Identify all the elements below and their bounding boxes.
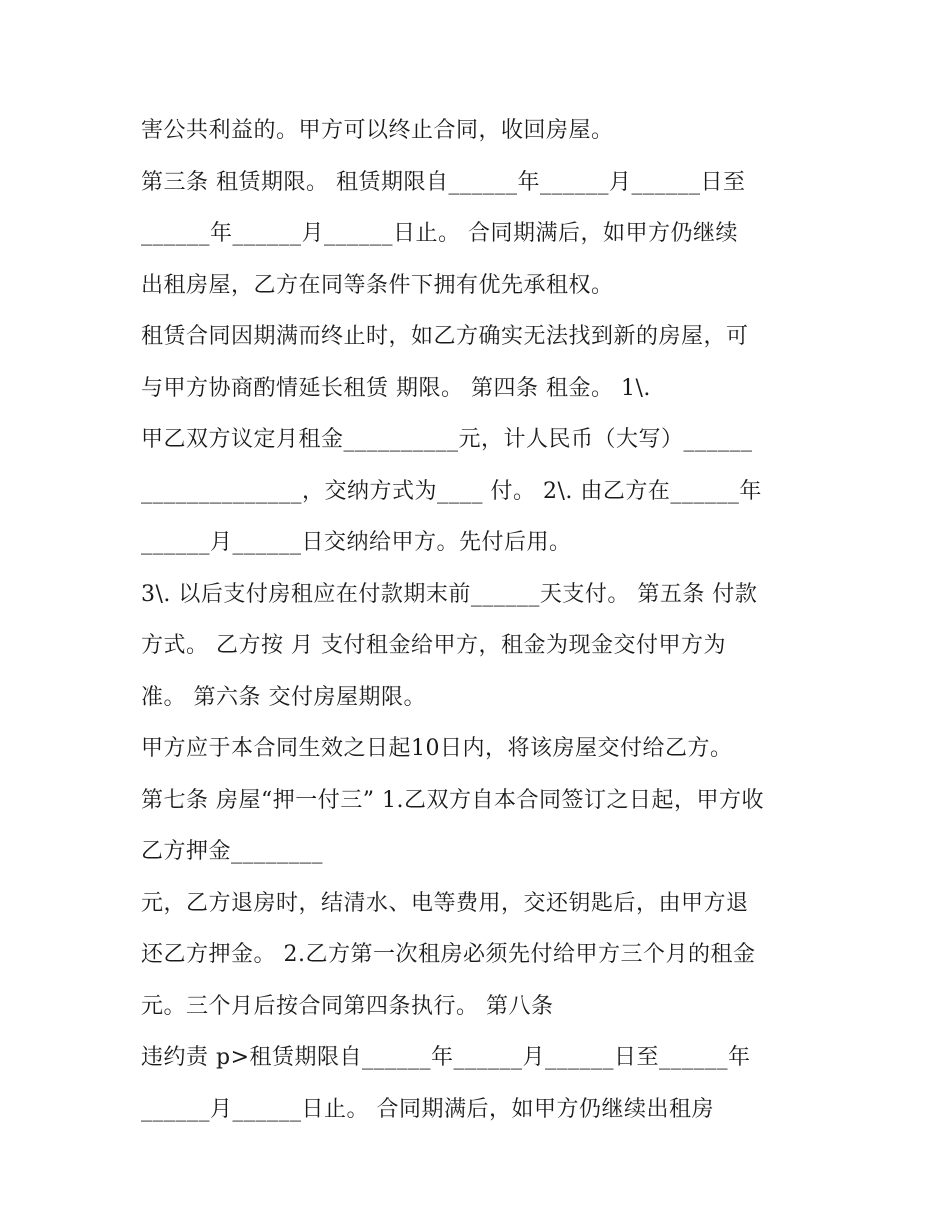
contract-text xyxy=(141,105,821,1135)
text-line: 违约责 p>租赁期限自______年______月______日至______年 xyxy=(141,1045,751,1070)
text-line: 甲乙双方议定月租金__________元，计人民币（大写）______ xyxy=(141,427,753,452)
text-line: 准。 第六条 交付房屋期限。 xyxy=(141,684,426,710)
text-line: 害公共利益的。甲方可以终止合同，收回房屋。 xyxy=(141,118,614,143)
text-line: 3\. 以后支付房租应在付款期末前______天支付。 第五条 付款 xyxy=(141,581,758,607)
text-line: 乙方押金________ xyxy=(141,839,324,864)
text-line: 租赁合同因期满而终止时，如乙方确实无法找到新的房屋，可 xyxy=(141,324,749,349)
text-line: 元。三个月后按合同第四条执行。 第八条 xyxy=(141,993,554,1019)
text-line: 出租房屋，乙方在同等条件下拥有优先承租权。 xyxy=(141,272,614,298)
text-line: ______年______月______日止。 合同期满后，如甲方仍继续 xyxy=(141,221,738,246)
text-line: 还乙方押金。 2.乙方第一次租房必须先付给甲方三个月的租金 xyxy=(141,942,756,967)
text-line: 第七条 房屋“押一付三” 1.乙双方自本合同签订之日起，甲方收 xyxy=(141,787,764,813)
text-line: 方式。 乙方按 月 支付租金给甲方，租金为现金交付甲方为 xyxy=(141,633,726,658)
text-line: 第三条 租赁期限。 租赁期限自______年______月______日至 xyxy=(141,169,746,195)
text-line: 与甲方协商酌情延长租赁 期限。 第四条 租金。 1\. xyxy=(141,375,651,401)
text-line: ______月______日交纳给甲方。先付后用。 xyxy=(141,530,572,555)
text-line: ______月______日止。 合同期满后，如甲方仍继续出租房 xyxy=(141,1096,714,1122)
text-line: 甲方应于本合同生效之日起10日内，将该房屋交付给乙方。 xyxy=(141,736,733,761)
text-line: 元，乙方退房时，结清水、电等费用，交还钥匙后，由甲方退 xyxy=(141,890,749,916)
text-line: ______________，交纳方式为____ 付。 2\. 由乙方在______年 xyxy=(141,478,762,504)
